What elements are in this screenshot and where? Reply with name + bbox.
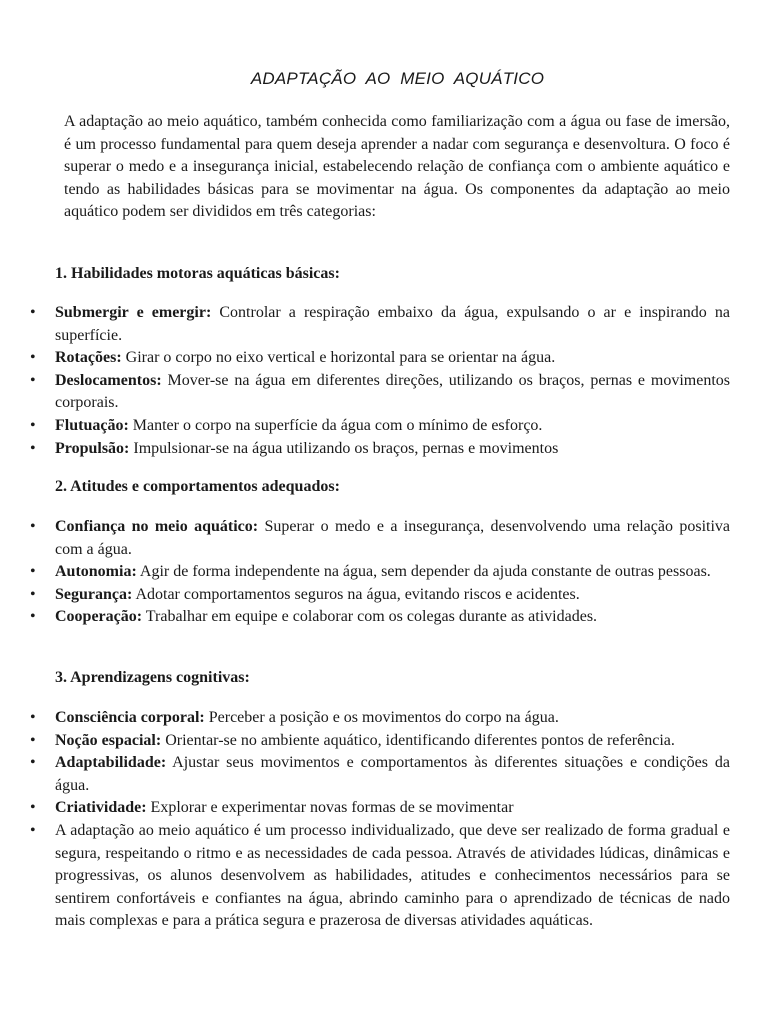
list-item	[0, 606, 730, 629]
bullet-icon: •	[30, 304, 36, 321]
bullet-icon: •	[30, 821, 36, 839]
bullet-icon: •	[30, 371, 36, 389]
item-term: Flutuação:	[55, 416, 129, 434]
item-text: A adaptação ao meio aquático é um processo individualizado, que deve ser realizado de forma gradual e segura, respeitando o ritmo e as necessidades de cada pessoa. Através de atividades lúdicas, dinâmicas e progressivas, os alunos desenvolvem as habilidades, atitudes e conhecimentos necessários para se sentirem confortáveis e confiantes na água, abrindo caminho para o aprendizado de técnicas de nado mais complexas e para a prática segura e prazerosa de diversas atividades aquáticas.	[55, 821, 730, 930]
section-heading-2: 2. Atitudes e comportamentos adequados:	[55, 478, 340, 495]
list-item	[0, 730, 730, 753]
bullet-icon: •	[30, 799, 36, 817]
item-text: Superar o medo e a insegurança, desenvolvendo uma relação positiva com a água.	[55, 518, 731, 558]
list-item	[0, 370, 730, 415]
item-term: Criatividade:	[55, 799, 147, 817]
section-list-1	[0, 302, 730, 460]
item-term: Noção espacial:	[55, 731, 162, 749]
bullet-icon: •	[30, 709, 36, 726]
bullet-icon: •	[30, 754, 36, 772]
item-text: Adotar comportamentos seguros na água, evitando riscos e acidentes.	[132, 585, 580, 603]
item-term: Rotações:	[55, 349, 122, 367]
list-item	[0, 415, 730, 438]
section-list-2	[0, 516, 730, 629]
item-term: Confiança no meio aquático:	[55, 518, 259, 535]
item-term: Cooperação:	[55, 608, 143, 626]
item-text: Girar o corpo no eixo vertical e horizontal para se orientar na água.	[121, 349, 556, 367]
list-item	[0, 438, 730, 461]
list-item	[0, 516, 730, 561]
list-item	[0, 561, 730, 584]
item-text: Perceber a posição e os movimentos do corpo na água.	[204, 709, 559, 726]
item-text: Manter o corpo na superfície da água com o mínimo de esforço.	[128, 416, 543, 434]
item-term: Segurança:	[55, 585, 133, 603]
bullet-icon: •	[30, 731, 36, 749]
bullet-icon: •	[30, 563, 36, 581]
item-text: Orientar-se no ambiente aquático, identificando diferentes pontos de referência.	[161, 731, 675, 749]
bullet-icon: •	[30, 585, 36, 603]
item-text: Trabalhar em equipe e colaborar com os colegas durante as atividades.	[142, 608, 598, 626]
section-heading-3: 3. Aprendizagens cognitivas:	[55, 669, 250, 686]
list-item	[0, 347, 730, 370]
list-item	[0, 820, 730, 933]
list-item	[0, 752, 730, 797]
item-term: Autonomia:	[55, 563, 137, 581]
item-text: Controlar a respiração embaixo da água, expulsando o ar e inspirando na superfície.	[55, 304, 731, 344]
list-item	[0, 707, 730, 730]
list-item	[0, 584, 730, 607]
item-term: Consciência corporal:	[55, 709, 205, 726]
section-heading-1: 1. Habilidades motoras aquáticas básicas:	[55, 265, 340, 282]
item-term: Deslocamentos:	[55, 371, 162, 389]
item-term: Propulsão:	[55, 439, 130, 457]
bullet-icon: •	[30, 439, 36, 457]
bullet-icon: •	[30, 349, 36, 367]
item-text: Explorar e experimentar novas formas de se movimentar	[146, 799, 514, 817]
bullet-icon: •	[30, 608, 36, 626]
item-text: Ajustar seus movimentos e comportamentos às diferentes situações e condições da água.	[55, 754, 730, 794]
document-title: ADAPTAÇÃO AO MEIO AQUÁTICO	[250, 69, 545, 88]
list-item	[0, 797, 730, 820]
bullet-icon: •	[30, 416, 36, 434]
section-list-3	[0, 707, 730, 933]
item-text: Impulsionar-se na água utilizando os braços, pernas e movimentos	[129, 439, 559, 457]
intro-paragraph: A adaptação ao meio aquático, também conhecida como familiarização com a água ou fase de imersão, é um processo fundamental para quem deseja aprender a nadar com segurança e desenvoltura. O foco é superar o medo e a insegurança inicial, estabelecendo relação de confiança com o ambiente aquático e tendo as habilidades básicas para se movimentar na água. Os componentes da adaptação ao meio aquático podem ser divididos em três categorias:	[64, 113, 730, 221]
item-term: Adaptabilidade:	[55, 754, 167, 772]
item-text: Agir de forma independente na água, sem depender da ajuda constante de outras pessoas.	[136, 563, 711, 581]
bullet-icon: •	[30, 518, 36, 535]
list-item	[0, 302, 730, 347]
item-text: Mover-se na água em diferentes direções, utilizando os braços, pernas e movimentos corporais.	[55, 371, 730, 412]
item-term: Submergir e emergir:	[55, 304, 212, 321]
